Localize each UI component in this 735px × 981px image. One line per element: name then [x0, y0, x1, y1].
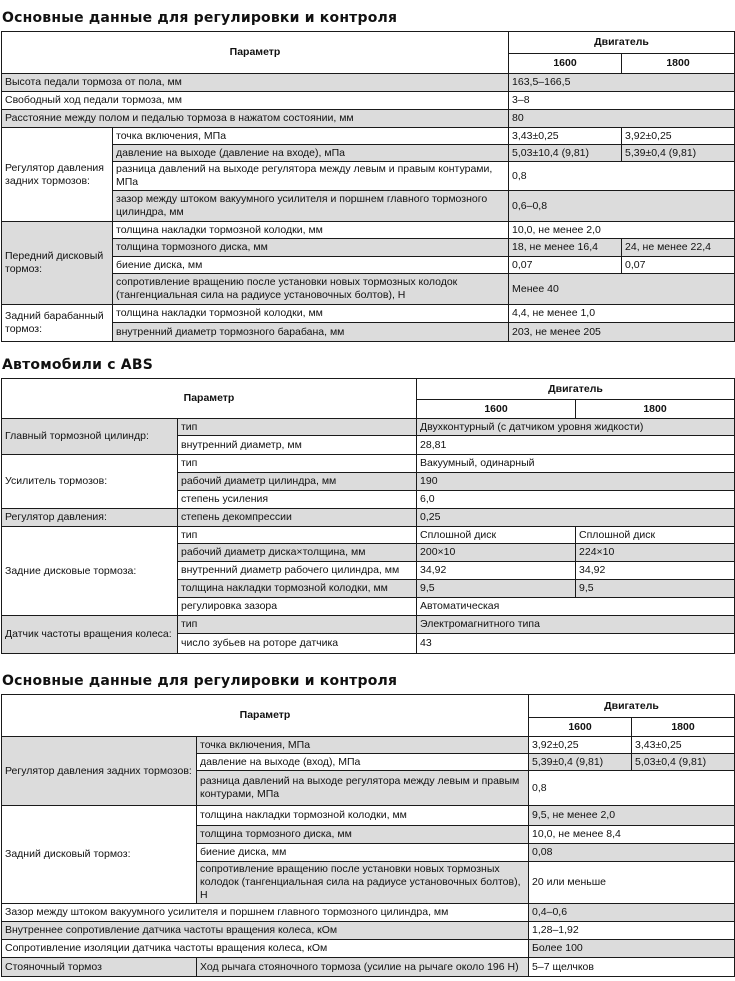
row-value: 190 — [417, 473, 735, 491]
row-label: тип — [178, 455, 417, 473]
row-label: разница давлений на выходе регулятора между левым и правым контурами, МПа — [197, 771, 529, 806]
group-label: Передний дисковый тормоз: — [2, 222, 113, 305]
row-label: Внутреннее сопротивление датчика частоты вращения колеса, кОм — [2, 922, 529, 940]
row-value-1800: 224×10 — [576, 544, 735, 562]
row-label: рабочий диаметр диска×толщина, мм — [178, 544, 417, 562]
row-value-1600: 18, не менее 16,4 — [509, 239, 622, 257]
row-value-1600: 3,92±0,25 — [529, 737, 632, 754]
row-value: 0,8 — [529, 771, 735, 806]
header-1600: 1600 — [509, 54, 622, 74]
row-label: сопротивление вращению после установки новых тормозных колодок (тангенциальная сила на радиусе установочных болтов), Н — [113, 274, 509, 305]
row-label: Зазор между штоком вакуумного усилителя и поршнем главного тормозного цилиндра, мм — [2, 904, 529, 922]
header-1800: 1800 — [622, 54, 735, 74]
group-label: Датчик частоты вращения колеса: — [2, 616, 178, 654]
row-label: давление на выходе (давление на входе), мПа — [113, 145, 509, 162]
group-label: Задние дисковые тормоза: — [2, 527, 178, 616]
row-label: Сопротивление изоляции датчика частоты вращения колеса, кОм — [2, 940, 529, 958]
row-label: Расстояние между полом и педалью тормоза в нажатом состоянии, мм — [2, 110, 509, 128]
header-parameter: Параметр — [2, 379, 417, 419]
group-label: Задний дисковый тормоз: — [2, 806, 197, 904]
row-label: давление на выходе (вход), МПа — [197, 754, 529, 771]
row-value-1800: 5,03±0,4 (9,81) — [632, 754, 735, 771]
row-value-1800: 3,43±0,25 — [632, 737, 735, 754]
row-label: степень усиления — [178, 491, 417, 509]
row-label: число зубьев на роторе датчика — [178, 634, 417, 654]
group-label: Регулятор давления: — [2, 509, 178, 527]
header-1600: 1600 — [417, 400, 576, 419]
row-value: 5–7 щелчков — [529, 958, 735, 977]
adjustment-data-table-2 — [1, 694, 735, 977]
row-value: 80 — [509, 110, 735, 128]
row-value: Электромагнитного типа — [417, 616, 735, 634]
row-label: регулировка зазора — [178, 598, 417, 616]
row-value-1600: 5,39±0,4 (9,81) — [529, 754, 632, 771]
row-value-1600: 9,5 — [417, 580, 576, 598]
row-label: сопротивление вращению после установки новых тормозных колодок (тангенциальная сила на радиусе установочных болтов), Н — [197, 862, 529, 904]
row-value-1800: 3,92±0,25 — [622, 128, 735, 145]
row-label: точка включения, МПа — [197, 737, 529, 754]
row-value: Менее 40 — [509, 274, 735, 305]
row-value-1800: Сплошной диск — [576, 527, 735, 544]
row-value-1600: 200×10 — [417, 544, 576, 562]
row-value: 0,4–0,6 — [529, 904, 735, 922]
header-engine: Двигатель — [529, 695, 735, 718]
row-label: тип — [178, 419, 417, 436]
section-title-adjustment-data-2: Основные данные для регулировки и контроля — [2, 673, 398, 689]
row-value: Двухконтурный (с датчиком уровня жидкости) — [417, 419, 735, 436]
row-value: 28,81 — [417, 436, 735, 455]
row-value-1600: 34,92 — [417, 562, 576, 580]
row-label: Свободный ход педали тормоза, мм — [2, 92, 509, 110]
row-value: 10,0, не менее 2,0 — [509, 222, 735, 239]
header-parameter: Параметр — [2, 32, 509, 74]
row-value: 20 или меньше — [529, 862, 735, 904]
group-label: Усилитель тормозов: — [2, 455, 178, 509]
group-label: Задний барабанный тормоз: — [2, 305, 113, 342]
section-title-adjustment-data: Основные данные для регулировки и контроля — [2, 10, 398, 26]
row-value: 43 — [417, 634, 735, 654]
row-label: толщина тормозного диска, мм — [113, 239, 509, 257]
row-label: рабочий диаметр цилиндра, мм — [178, 473, 417, 491]
row-label: внутренний диаметр, мм — [178, 436, 417, 455]
header-1800: 1800 — [632, 718, 735, 737]
header-parameter: Параметр — [2, 695, 529, 737]
row-label: толщина накладки тормозной колодки, мм — [113, 305, 509, 323]
row-label: биение диска, мм — [113, 257, 509, 274]
row-value: 9,5, не менее 2,0 — [529, 806, 735, 826]
row-label: толщина тормозного диска, мм — [197, 826, 529, 844]
group-label: Регулятор давления задних тормозов: — [2, 128, 113, 222]
row-label: зазор между штоком вакуумного усилителя и поршнем главного тормозного цилиндра, мм — [113, 191, 509, 222]
row-value: 4,4, не менее 1,0 — [509, 305, 735, 323]
row-value: 0,6–0,8 — [509, 191, 735, 222]
adjustment-data-table — [1, 31, 735, 342]
row-label: разница давлений на выходе регулятора между левым и правым контурами, МПа — [113, 162, 509, 191]
header-1800: 1800 — [576, 400, 735, 419]
row-value: Вакуумный, одинарный — [417, 455, 735, 473]
header-1600: 1600 — [529, 718, 632, 737]
row-value: 0,08 — [529, 844, 735, 862]
row-label: толщина накладки тормозной колодки, мм — [178, 580, 417, 598]
row-label: Высота педали тормоза от пола, мм — [2, 74, 509, 92]
row-value: 1,28–1,92 — [529, 922, 735, 940]
row-value-1800: 9,5 — [576, 580, 735, 598]
row-label: внутренний диаметр тормозного барабана, мм — [113, 323, 509, 342]
abs-cars-table — [1, 378, 735, 654]
row-value: 3–8 — [509, 92, 735, 110]
row-value-1800: 0,07 — [622, 257, 735, 274]
row-label: биение диска, мм — [197, 844, 529, 862]
row-value-1600: 0,07 — [509, 257, 622, 274]
row-value-1800: 34,92 — [576, 562, 735, 580]
row-value-1800: 5,39±0,4 (9,81) — [622, 145, 735, 162]
row-value: 0,25 — [417, 509, 735, 527]
row-value: Автоматическая — [417, 598, 735, 616]
row-label: степень декомпрессии — [178, 509, 417, 527]
row-label: тип — [178, 616, 417, 634]
header-engine: Двигатель — [509, 32, 735, 54]
section-title-abs-cars: Автомобили с ABS — [2, 357, 153, 373]
group-label: Регулятор давления задних тормозов: — [2, 737, 197, 806]
row-value: Более 100 — [529, 940, 735, 958]
row-label: тип — [178, 527, 417, 544]
row-label: толщина накладки тормозной колодки, мм — [113, 222, 509, 239]
header-engine: Двигатель — [417, 379, 735, 400]
row-value-1800: 24, не менее 22,4 — [622, 239, 735, 257]
row-label: толщина накладки тормозной колодки, мм — [197, 806, 529, 826]
group-label: Стояночный тормоз — [2, 958, 197, 977]
row-label: точка включения, МПа — [113, 128, 509, 145]
row-value: 10,0, не менее 8,4 — [529, 826, 735, 844]
row-value-1600: Сплошной диск — [417, 527, 576, 544]
row-value: 163,5–166,5 — [509, 74, 735, 92]
row-label: Ход рычага стояночного тормоза (усилие на рычаге около 196 Н) — [197, 958, 529, 977]
row-label: внутренний диаметр рабочего цилиндра, мм — [178, 562, 417, 580]
row-value: 6,0 — [417, 491, 735, 509]
row-value: 0,8 — [509, 162, 735, 191]
row-value-1600: 3,43±0,25 — [509, 128, 622, 145]
group-label: Главный тормозной цилиндр: — [2, 419, 178, 455]
row-value-1600: 5,03±10,4 (9,81) — [509, 145, 622, 162]
row-value: 203, не менее 205 — [509, 323, 735, 342]
